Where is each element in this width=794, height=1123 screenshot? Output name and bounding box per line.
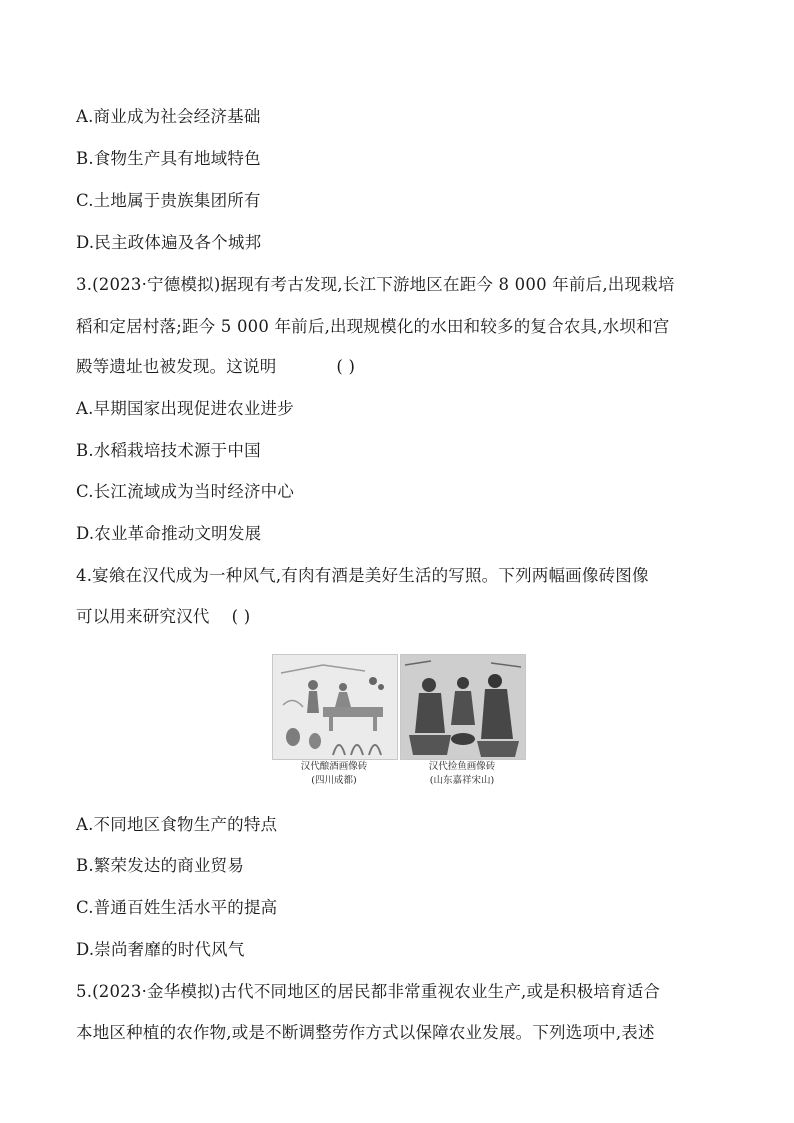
q3-option-a[interactable]: A.早期国家出现促进农业进步: [76, 399, 294, 418]
q4-answer-blank: ( ): [231, 607, 251, 626]
q4-stem-line-1: 4.宴飨在汉代成为一种风气,有肉有酒是美好生活的写照。下列两幅画像砖图像: [76, 566, 649, 585]
q3-answer-blank: ( ): [336, 357, 356, 376]
q3-stem-line-1: 3.(2023·宁德模拟)据现有考古发现,长江下游地区在距今 8 000 年前后,出现栽培: [76, 275, 675, 294]
q4-option-b[interactable]: B.繁荣发达的商业贸易: [76, 856, 245, 875]
fishing-brick-location: (山东嘉祥宋山): [429, 775, 495, 786]
q4-option-d[interactable]: D.崇尚奢靡的时代风气: [76, 940, 245, 959]
q3-stem-line-2: 稻和定居村落;距今 5 000 年前后,出现规模化的水田和较多的复合农具,水坝和宫: [76, 317, 670, 336]
q4-stem-text: 可以用来研究汉代: [76, 607, 210, 626]
brewing-brick-caption: 汉代酿酒画像砖: [300, 761, 368, 772]
q5-stem-line-2: 本地区种植的农作物,或是不断调整劳作方式以保障农业发展。下列选项中,表述: [76, 1023, 655, 1042]
q2-option-b[interactable]: B.食物生产具有地域特色: [76, 149, 261, 168]
fishing-brick-caption: 汉代捡鱼画像砖: [428, 761, 496, 772]
q3-option-b[interactable]: B.水稻栽培技术源于中国: [76, 441, 261, 460]
q3-option-c[interactable]: C.长江流域成为当时经济中心: [76, 482, 295, 501]
brewing-brick-location: (四川成都): [311, 775, 357, 786]
q3-option-d[interactable]: D.农业革命推动文明发展: [76, 524, 262, 543]
q4-stem-line-2: [76, 606, 726, 628]
q4-option-a[interactable]: A.不同地区食物生产的特点: [76, 815, 278, 834]
han-brick-figure: [272, 654, 524, 786]
brewing-brick-image: [272, 654, 398, 760]
q2-option-d[interactable]: D.民主政体遍及各个城邦: [76, 233, 262, 252]
fishing-brick-image: [400, 654, 526, 760]
q3-stem-text: 殿等遗址也被发现。这说明: [76, 357, 277, 376]
q3-stem-line-3: [76, 356, 726, 378]
q5-stem-line-1: 5.(2023·金华模拟)古代不同地区的居民都非常重视农业生产,或是积极培育适合: [76, 982, 661, 1001]
q2-option-a[interactable]: A.商业成为社会经济基础: [76, 107, 261, 126]
q2-option-c[interactable]: C.土地属于贵族集团所有: [76, 191, 261, 210]
q4-option-c[interactable]: C.普通百姓生活水平的提高: [76, 898, 278, 917]
